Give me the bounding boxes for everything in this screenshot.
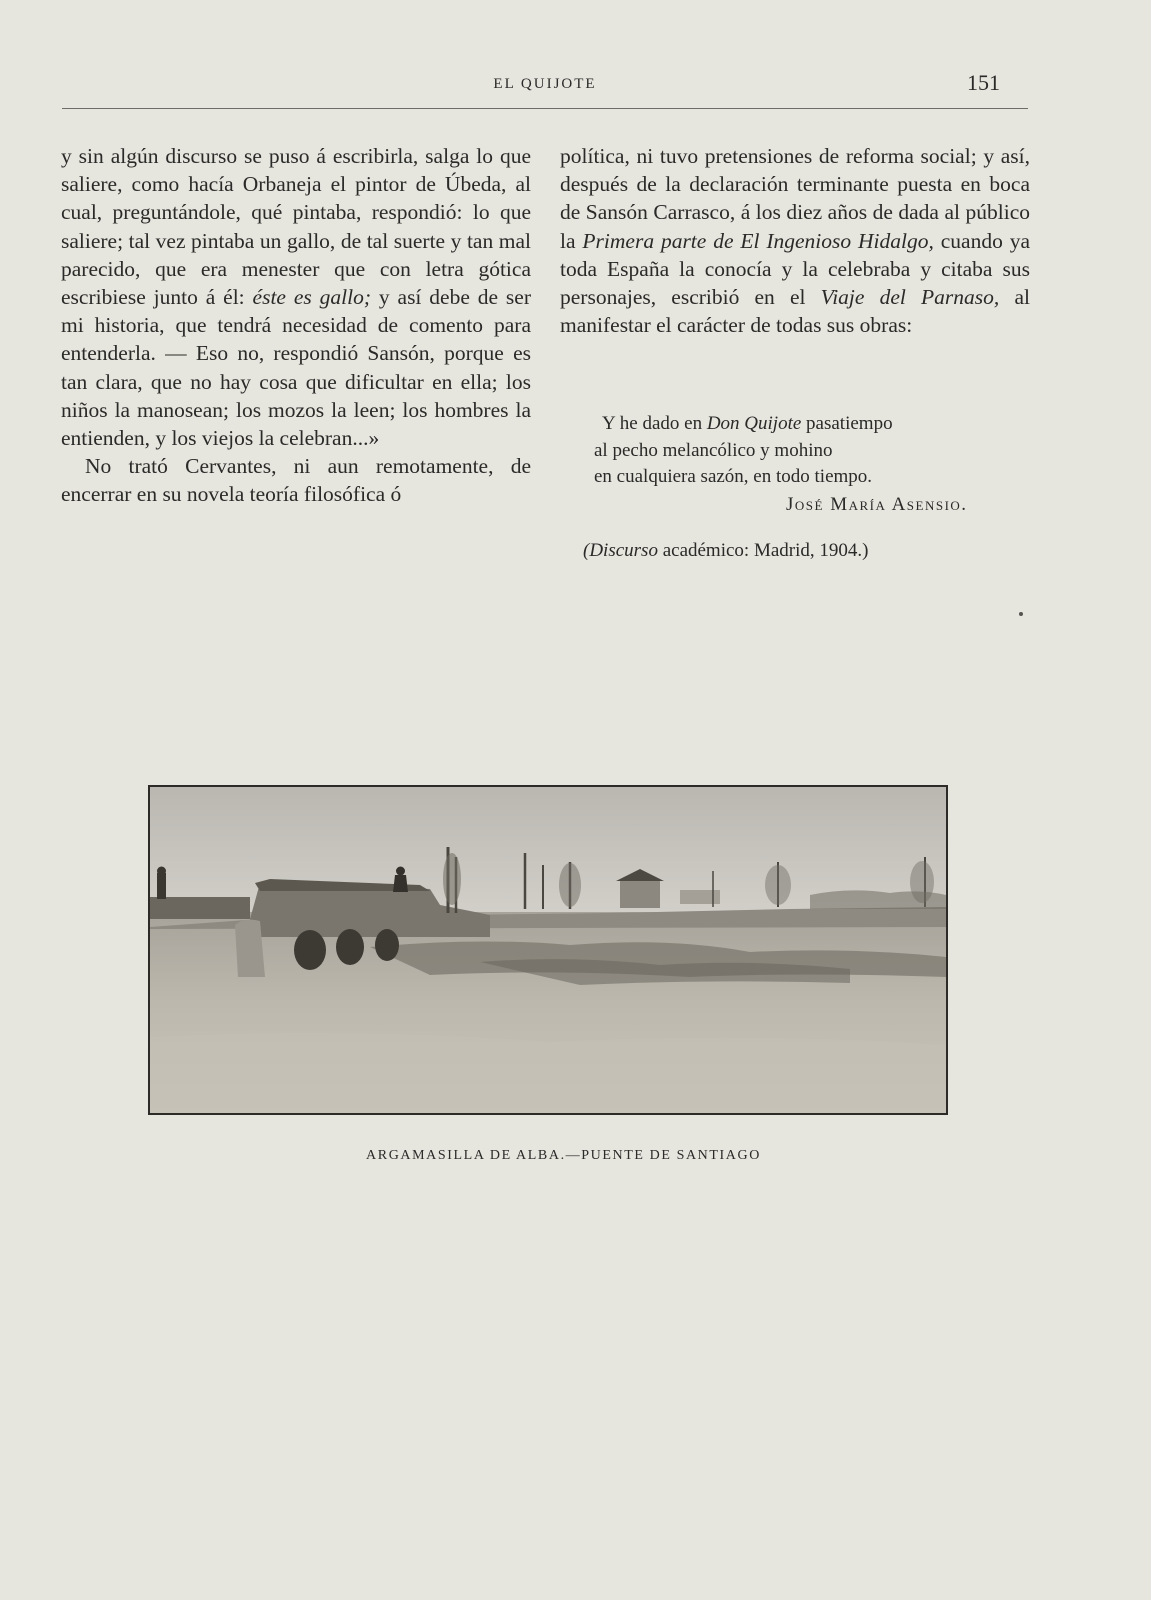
right-text-1: política, ni tuvo pretensiones de reforma social; y así, después de la declaración terminante puesta en boca de Sansón Carrasco, á los diez años de dada al público la — [560, 144, 1030, 253]
left-column — [61, 142, 531, 509]
source-italic: (Discurso — [583, 540, 658, 561]
right-column — [560, 142, 1030, 339]
source-rest: académico: Madrid, 1904.) — [662, 540, 869, 561]
left-paragraph-1-end: y así debe de ser mi historia, que tendrá necesidad de comento para entenderla. — Eso no, respondió Sansón, porque es tan clara, que no hay cosa que dificultar en ella; los niños la manosean; los mozos la leen; los hombres la entienden, y los viejos la celebran...» — [61, 285, 531, 451]
page-number: 151 — [967, 70, 1000, 95]
verse-line-3: en cualquiera sazón, en todo tiempo. — [594, 466, 873, 487]
right-text-3: al manifestar el carácter de todas sus obras: — [560, 285, 1030, 338]
source-note — [583, 540, 868, 562]
photo-caption — [0, 1148, 1151, 1164]
left-paragraph-1 — [61, 142, 531, 452]
left-paragraph-1-text: y sin algún discurso se puso á escribirla, salga lo que saliere, como hacía Orbaneja el pintor de Úbeda, al cual, preguntándole, qué pintaba, respondió: lo que saliere; tal vez pintaba un gallo, de tal suerte y tan mal parecido, que era menester que con letra gótica escribiese junto á él: — [61, 144, 531, 310]
print-speck — [1019, 612, 1023, 616]
verse-quote — [594, 411, 893, 491]
verse-line-1-italic: Don Quijote — [706, 413, 802, 434]
verse-line-1 — [602, 411, 893, 438]
running-head — [62, 70, 1028, 110]
bridge-photograph — [148, 785, 948, 1115]
author-signature: José María Asensio. — [786, 494, 968, 515]
verse-line-1-start: Y he dado en — [602, 413, 703, 434]
header-rule — [62, 108, 1028, 109]
verse-line-2: al pecho melancólico y mohino — [594, 439, 833, 461]
right-italic-1: Primera parte de El Ingenioso Hidalgo, — [582, 228, 934, 253]
right-text-2: cuando ya toda España la conocía y la celebraba y citaba sus personajes, escribió en el — [560, 228, 1030, 310]
right-italic-2: Viaje del Parnaso, — [820, 285, 1000, 310]
left-paragraph-2: No trató Cervantes, ni aun remotamente, de encerrar en su novela teoría filosófica ó — [61, 454, 531, 507]
right-paragraph-1 — [560, 142, 1030, 339]
photo-illustration — [150, 787, 946, 1113]
left-paragraph-1-italic: éste es gallo; — [252, 285, 371, 310]
photo-caption-text: ARGAMASILLA DE ALBA.—PUENTE DE SANTIAGO — [366, 1148, 761, 1163]
running-title: EL QUIJOTE — [493, 76, 597, 92]
verse-line-1-end: pasatiempo — [806, 413, 893, 434]
